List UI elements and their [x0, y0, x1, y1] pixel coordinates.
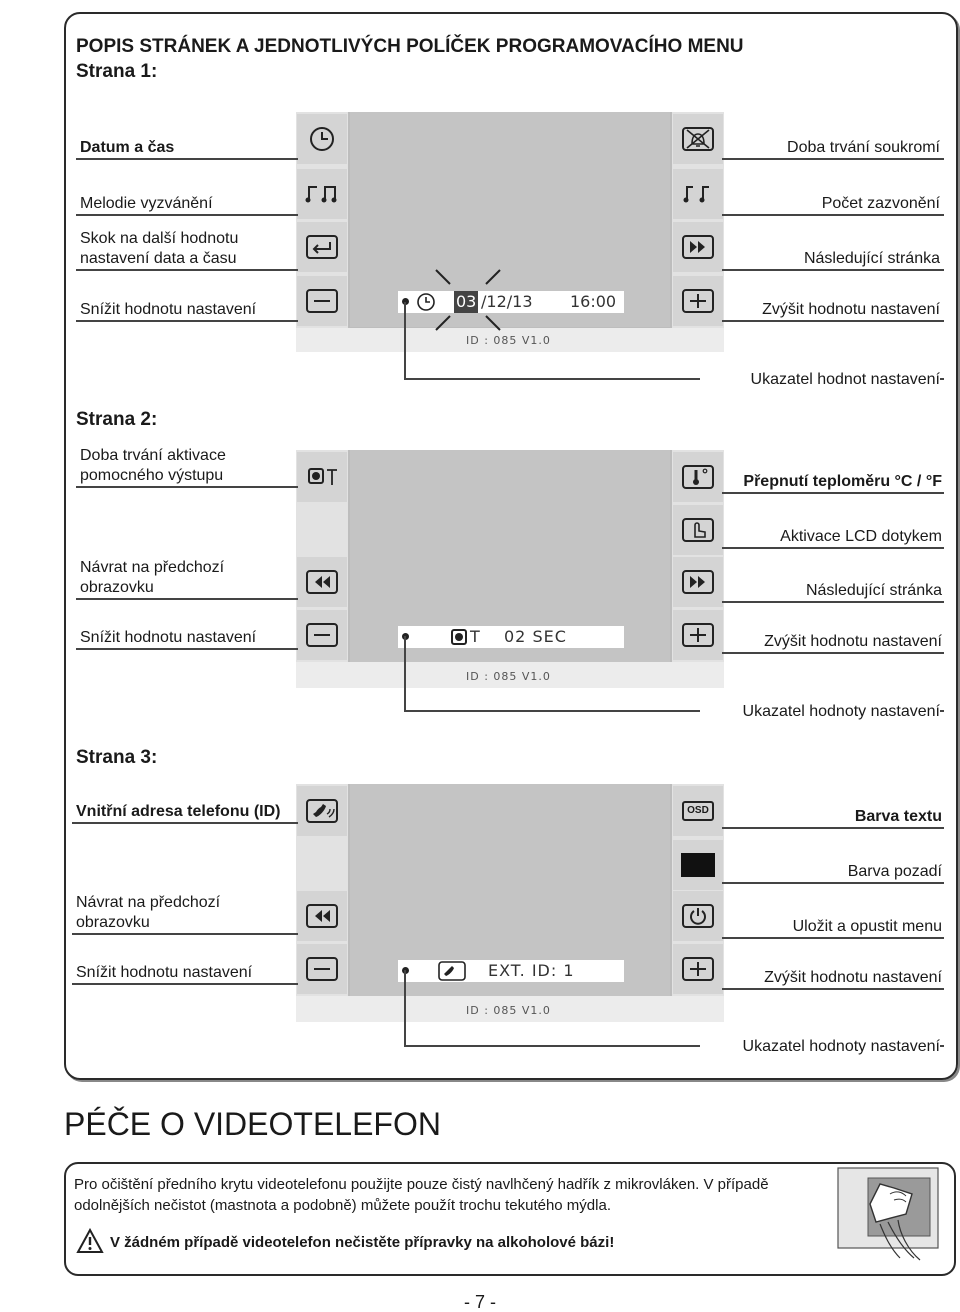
ext-id-value: EXT. ID: 1: [488, 961, 575, 980]
time-value: 16:00: [570, 292, 617, 311]
firmware-id-text: ID : 085 V1.0: [466, 1004, 551, 1017]
plus-icon[interactable]: [673, 276, 723, 326]
callout-line: [722, 492, 944, 494]
label-lcd-touch: Aktivace LCD dotykem: [780, 528, 942, 545]
callout-line: [72, 983, 298, 985]
privacy-mute-icon[interactable]: [673, 114, 723, 164]
indicator-pointer: [404, 302, 406, 380]
label-aux-duration-2: pomocného výstupu: [80, 467, 224, 484]
label-date-time: Datum a čas: [80, 139, 175, 156]
aux-output-icon: [450, 627, 470, 647]
next-page-icon[interactable]: [673, 222, 723, 272]
label-next-page: Následující stránka: [805, 582, 942, 599]
page1-heading: Strana 1:: [76, 61, 158, 82]
aux-output-icon[interactable]: [297, 452, 347, 502]
callout-line: [722, 652, 944, 654]
label-decrease: Snížit hodnotu nastavení: [80, 301, 257, 318]
page3-heading: Strana 3:: [76, 747, 158, 768]
selected-day-value: 03: [456, 292, 477, 311]
care-text: Pro očištění předního krytu videotelefonu použijte pouze čistý navlhčený hadřík z mikrovláken. V případě odolnějších nečistot (mastnota a podobně) můžete použít trochu tekutého mýdla.: [74, 1176, 769, 1214]
empty-slot: [297, 505, 347, 555]
label-decrease: Snížit hodnotu nastavení: [80, 629, 257, 646]
callout-line: [76, 269, 298, 271]
label-ring-melody: Melodie vyzvánění: [80, 195, 213, 212]
callout-line: [722, 214, 944, 216]
callout-line: [76, 486, 298, 488]
indicator-pointer: [404, 636, 406, 712]
callout-line: [722, 988, 944, 990]
previous-page-icon[interactable]: [297, 557, 347, 607]
label-increase: Zvýšit hodnotu nastavení: [764, 969, 942, 986]
clock-icon[interactable]: [297, 114, 347, 164]
blink-rays-icon: [428, 266, 508, 334]
aux-t-label: T: [470, 627, 480, 646]
callout-line: [76, 158, 298, 160]
label-increase: Zvýšit hodnotu nastavení: [762, 301, 940, 318]
page-number: - 7 -: [463, 1292, 496, 1312]
callout-line: [722, 882, 944, 884]
callout-line: [76, 214, 298, 216]
label-next-page: Následující stránka: [803, 250, 940, 267]
care-title: PÉČE O VIDEOTELEFON: [64, 1106, 441, 1142]
minus-icon[interactable]: [297, 276, 347, 326]
label-background-color: Barva pozadí: [847, 863, 942, 880]
minus-icon[interactable]: [297, 944, 347, 994]
page-title: POPIS STRÁNEK A JEDNOTLIVÝCH POLÍČEK PROGRAMOVACÍHO MENU: [76, 36, 744, 57]
intercom-handset-icon[interactable]: [297, 786, 347, 836]
callout-line: [722, 158, 944, 160]
label-internal-address: Vnitřní adresa telefonu (ID): [76, 803, 281, 820]
label-thermometer: Přepnutí teploměru °C / °F: [743, 473, 942, 490]
callout-line: [722, 547, 944, 549]
enter-icon[interactable]: [297, 222, 347, 272]
label-increase: Zvýšit hodnotu nastavení: [764, 633, 942, 650]
label-privacy-duration: Doba trvání soukromí: [787, 139, 940, 156]
callout-line: [722, 937, 944, 939]
label-aux-duration-1: Doba trvání aktivace: [80, 447, 226, 464]
melody-icon[interactable]: [297, 169, 347, 219]
firmware-id-text: ID : 085 V1.0: [466, 334, 551, 347]
label-indicator: Ukazatel hodnoty nastavení: [700, 702, 940, 722]
label-back-1: Návrat na předchozí: [80, 559, 225, 576]
aux-duration-value: 02 SEC: [504, 627, 567, 646]
callout-line: [76, 598, 298, 600]
rings-count-icon[interactable]: [673, 169, 723, 219]
intercom-handset-icon: [438, 961, 466, 981]
label-back-2: obrazovku: [80, 579, 154, 596]
warning-text: V žádném případě videotelefon nečistěte přípravky na alkoholové bázi!: [110, 1234, 615, 1251]
label-jump-next-1: Skok na další hodnotu: [80, 230, 239, 247]
label-jump-next-2: nastavení data a času: [80, 250, 237, 267]
callout-line: [72, 933, 298, 935]
label-back-1: Návrat na předchozí: [76, 894, 221, 911]
indicator-pointer: [404, 970, 406, 1047]
date-value: /12/13: [481, 292, 533, 311]
label-text-color: Barva textu: [854, 808, 942, 825]
page2-heading: Strana 2:: [76, 409, 158, 430]
callout-line: [722, 320, 944, 322]
warning-icon: [76, 1228, 104, 1254]
callout-line: [722, 269, 944, 271]
cleaning-illustration-icon: [828, 1164, 946, 1274]
osd-badge: OSD: [682, 801, 714, 821]
label-save-exit: Uložit a opustit menu: [792, 918, 942, 935]
empty-slot: [297, 840, 347, 890]
callout-line: [72, 822, 298, 824]
label-indicator: Ukazatel hodnot nastavení: [700, 370, 940, 390]
callout-line: [722, 601, 944, 603]
label-back-2: obrazovku: [76, 914, 150, 931]
label-decrease: Snížit hodnotu nastavení: [76, 964, 253, 981]
minus-icon[interactable]: [297, 610, 347, 660]
previous-page-icon[interactable]: [297, 891, 347, 941]
label-ring-count: Počet zazvonění: [821, 195, 940, 212]
callout-line: [722, 827, 944, 829]
firmware-id-text: ID : 085 V1.0: [466, 670, 551, 683]
callout-line: [76, 648, 298, 650]
callout-line: [76, 320, 298, 322]
label-indicator: Ukazatel hodnoty nastavení: [700, 1037, 940, 1057]
